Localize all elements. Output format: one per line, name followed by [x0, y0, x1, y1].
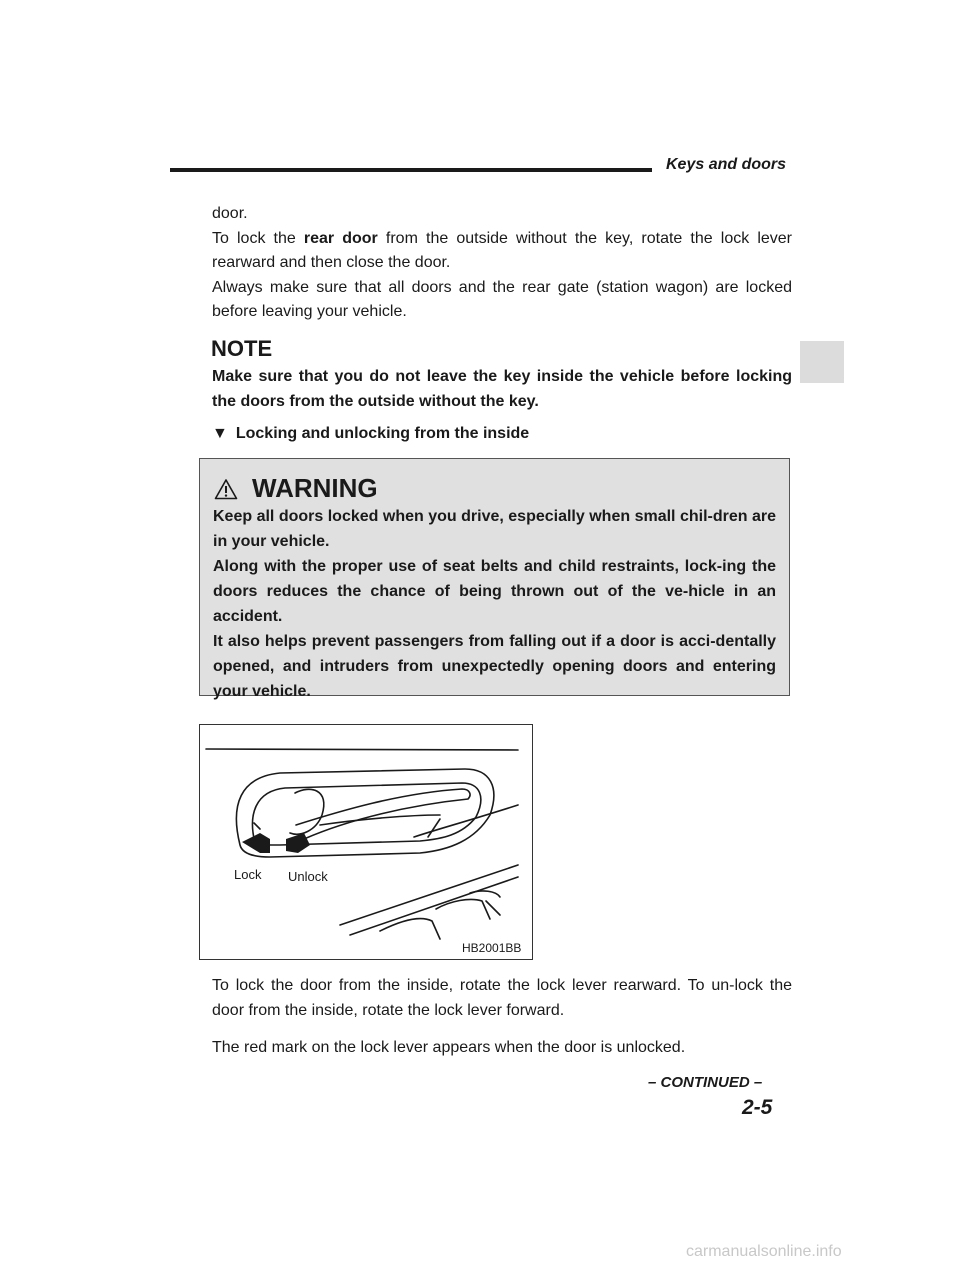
warning-triangle-icon	[214, 478, 238, 500]
note-text: Make sure that you do not leave the key inside the vehicle before locking the doors from the outside without the key.	[212, 368, 792, 410]
body-paragraph-2: The red mark on the lock lever appears when the door is unlocked.	[212, 1039, 686, 1056]
intro-rear-door-bold: rear door	[303, 229, 378, 247]
unlock-label: Unlock	[288, 869, 328, 884]
intro-line-2-post: from the outside without the key, rotate the lock lever rearward and then close the door.	[212, 229, 792, 271]
lock-label: Lock	[234, 867, 262, 882]
intro-paragraph	[212, 202, 792, 325]
warning-text	[213, 504, 776, 704]
intro-line-2	[212, 227, 792, 276]
section-title: Keys and doors	[666, 156, 787, 173]
continued-label: – CONTINUED –	[648, 1074, 763, 1091]
triangle-marker-icon: ▼	[212, 425, 228, 442]
note-title: NOTE	[211, 336, 273, 361]
section-thumb-tab	[800, 341, 844, 383]
intro-line-2-pre: To lock the	[212, 229, 304, 247]
warning-box	[199, 458, 790, 700]
intro-line-3: Always make sure that all doors and the rear gate (station wagon) are locked before leaving your vehicle.	[212, 278, 792, 320]
warning-line: Along with the proper use of seat belts and child restraints, lock-ing the doors reduces the chance of being thrown out of the ve-hicle in an accident.	[213, 558, 776, 625]
warning-title: WARNING	[252, 473, 378, 503]
body-paragraph-1: To lock the door from the inside, rotate the lock lever rearward. To un-lock the door from the inside, rotate the lock lever forward.	[212, 977, 792, 1019]
subheading	[212, 425, 529, 443]
intro-line-1: door.	[212, 205, 248, 222]
warning-header	[214, 473, 378, 504]
door-handle-illustration	[200, 725, 531, 958]
watermark-text: carmanualsonline.info	[686, 1243, 842, 1260]
door-lock-figure	[199, 724, 533, 960]
subheading-text: Locking and unlocking from the inside	[235, 425, 530, 442]
header-rule	[170, 168, 652, 172]
page-number: 2-5	[742, 1096, 773, 1119]
warning-line: Keep all doors locked when you drive, especially when small chil-dren are in your vehicle.	[213, 508, 776, 550]
figure-code: HB2001BB	[462, 941, 522, 955]
warning-line: It also helps prevent passengers from falling out if a door is acci-dentally opened, and intruders from unexpectedly opening doors and entering your vehicle.	[213, 633, 776, 700]
